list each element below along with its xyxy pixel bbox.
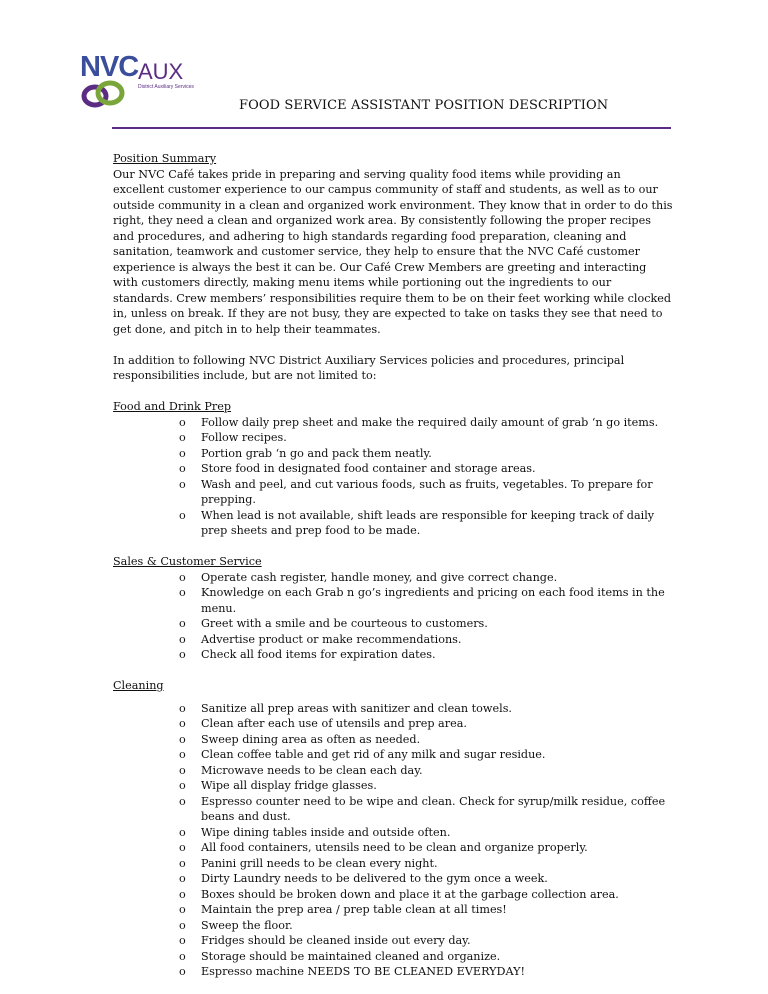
list-item: o Espresso counter need to be wipe and clean. Check for syrup/milk residue, coffee beans and dust. xyxy=(179,794,666,823)
bullet-icon: o xyxy=(179,446,186,460)
summary-heading: Position Summary xyxy=(113,152,217,165)
bullet-icon: o xyxy=(179,717,186,730)
bullet-icon: o xyxy=(179,748,186,761)
list-item: o Fridges should be cleaned inside out every day. xyxy=(179,934,471,947)
document-body xyxy=(113,151,673,980)
bullet-icon: o xyxy=(179,841,186,854)
cleaning-list xyxy=(113,701,673,980)
bullet-icon: o xyxy=(179,617,186,630)
list-item: o Store food in designated food container and storage areas. xyxy=(179,462,536,475)
bullet-icon: o xyxy=(179,825,186,839)
bullet-icon: o xyxy=(179,903,186,916)
list-item: o Sweep dining area as often as needed. xyxy=(179,732,421,746)
list-item: o Check all food items for expiration dates. xyxy=(179,648,436,661)
list-item: o Boxes should be broken down and place it at the garbage collection area. xyxy=(179,887,619,901)
list-item: o Maintain the prep area / prep table clean at all times! xyxy=(179,903,507,916)
logo-text-aux: AUX xyxy=(138,59,184,84)
nvc-aux-logo xyxy=(80,49,230,111)
bullet-icon: o xyxy=(179,732,186,746)
bullet-icon: o xyxy=(179,918,186,932)
sales-list xyxy=(113,570,673,663)
list-item: o Clean after each use of utensils and prep area. xyxy=(179,717,467,730)
list-item: o Advertise product or make recommendations. xyxy=(179,632,462,646)
list-item: o Panini grill needs to be clean every night. xyxy=(179,856,438,870)
logo-ring-green xyxy=(98,83,122,103)
list-item: o Follow recipes. xyxy=(179,431,287,444)
bullet-icon: o xyxy=(179,462,186,475)
bullet-icon: o xyxy=(179,779,186,792)
bullet-icon: o xyxy=(179,856,186,870)
bullet-icon: o xyxy=(179,965,186,978)
logo-text-main: NVC xyxy=(80,51,139,83)
list-item: o When lead is not available, shift leads are responsible for keeping track of daily prep sheets and prep food to be made. xyxy=(179,508,655,537)
list-item: o Sweep the floor. xyxy=(179,918,293,932)
list-item: o Clean coffee table and get rid of any milk and sugar residue. xyxy=(179,748,546,761)
header-divider xyxy=(112,127,671,129)
list-item: o Wipe all display fridge glasses. xyxy=(179,779,377,792)
bullet-icon: o xyxy=(179,648,186,661)
list-item: o Operate cash register, handle money, and give correct change. xyxy=(179,570,558,584)
food-prep-list xyxy=(113,415,673,539)
document-title: FOOD SERVICE ASSISTANT POSITION DESCRIPTION xyxy=(239,98,609,113)
bullet-icon: o xyxy=(179,949,186,963)
list-item: o Dirty Laundry needs to be delivered to the gym once a week. xyxy=(179,872,548,885)
section-heading-cleaning: Cleaning xyxy=(113,679,164,692)
bullet-icon: o xyxy=(179,632,186,646)
bullet-icon: o xyxy=(179,415,186,429)
summary-text: Our NVC Café takes pride in preparing and serving quality food items while providing an excellent customer experience to our campus community of staff and students, as well as to our outside community in a clean and organized work environment. They know that in order to do this right, they need a clean and organized work area. By consistently following the proper recipes and procedures, and adhering to high standards regarding food preparation, cleaning and sanitation, teamwork and customer service, they help to ensure that the NVC Café customer experience is always the best it can be. Our Café Crew Members are greeting and interacting with customers directly, making menu items while portioning out the ingredients to our standards. Crew members’ responsibilities require them to be on their feet working while clocked in, unless on break. If they are not busy, they are expected to take on tasks they see that need to get done, and pitch in to help their teammates. xyxy=(113,167,673,336)
bullet-icon: o xyxy=(179,763,186,777)
bullet-icon: o xyxy=(179,794,186,808)
list-item: o Microwave needs to be clean each day. xyxy=(179,763,423,777)
list-item: o All food containers, utensils need to be clean and organize properly. xyxy=(179,841,588,854)
list-item: o Wipe dining tables inside and outside often. xyxy=(179,825,451,839)
section-heading-food-prep: Food and Drink Prep xyxy=(113,400,232,413)
bullet-icon: o xyxy=(179,586,186,599)
list-item: o Espresso machine NEEDS TO BE CLEANED EVERYDAY! xyxy=(179,965,526,978)
list-item: o Knowledge on each Grab n go’s ingredients and pricing on each food items in the menu. xyxy=(179,586,665,615)
list-item: o Portion grab ‘n go and pack them neatly. xyxy=(179,446,432,460)
list-item: o Wash and peel, and cut various foods, such as fruits, vegetables. To prepare for prepping. xyxy=(179,477,653,506)
bullet-icon: o xyxy=(179,508,186,522)
list-item: o Follow daily prep sheet and make the required daily amount of grab ‘n go items. xyxy=(179,415,659,429)
section-heading-sales: Sales & Customer Service xyxy=(113,555,262,568)
bullet-icon: o xyxy=(179,477,186,491)
bullet-icon: o xyxy=(179,872,186,885)
logo-tagline: District Auxiliary Services xyxy=(138,84,194,90)
bullet-icon: o xyxy=(179,887,186,901)
intro-text: In addition to following NVC District Auxiliary Services policies and procedures, principal responsibilities include, but are not limited to: xyxy=(113,353,625,382)
list-item: o Storage should be maintained cleaned and organize. xyxy=(179,949,501,963)
bullet-icon: o xyxy=(179,570,186,584)
list-item: o Greet with a smile and be courteous to customers. xyxy=(179,617,488,630)
bullet-icon: o xyxy=(179,934,186,947)
bullet-icon: o xyxy=(179,701,186,715)
list-item: o Sanitize all prep areas with sanitizer and clean towels. xyxy=(179,701,512,715)
bullet-icon: o xyxy=(179,431,186,444)
